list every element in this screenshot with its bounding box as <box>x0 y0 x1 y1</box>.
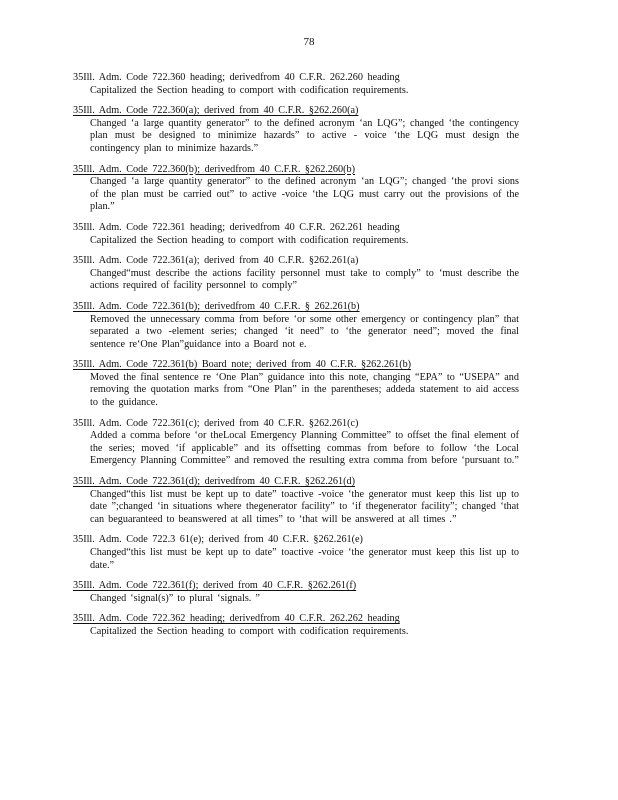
entry <box>73 301 519 351</box>
entry-heading: 35Ill. Adm. Code 722.361(b) Board note; derived from 40 C.F.R. §262.261(b) <box>73 359 412 371</box>
entry-body: Changed“this list must be kept up to date” toactive -voice ‘the generator must keep this list up to date.” <box>90 547 519 571</box>
entry <box>73 534 519 572</box>
entry <box>73 72 519 97</box>
entry <box>73 476 519 526</box>
entry-body: Changed ‘a large quantity generator” to the defined acronym ‘an LQG”; changed ‘the provi sions of the plan must be carried out” to active -voice ‘the LQG must carry out the provisions of the plan.” <box>90 176 519 213</box>
entry-body: Changed“this list must be kept up to date” toactive -voice ‘the generator must keep this list up to date ”;changed ‘in situations where thegenerator facility” to ‘if thegenerator facility”; changed ‘that can beguaranteed to beanswered at all times” to ‘that will be answered at all times .” <box>90 488 519 525</box>
page-number: 78 <box>303 36 315 48</box>
entry-heading: 35Ill. Adm. Code 722.361 heading; derivedfrom 40 C.F.R. 262.261 heading <box>73 221 400 233</box>
entry-heading: 35Ill. Adm. Code 722.361(c); derived from 40 C.F.R. §262.261(c) <box>73 417 359 429</box>
entry-body: Capitalized the Section heading to comport with codification requirements. <box>90 84 409 96</box>
entry-heading: 35Ill. Adm. Code 722.360(b); derivedfrom 40 C.F.R. §262.260(b) <box>73 163 355 175</box>
entry <box>73 105 519 155</box>
entry-heading: 35Ill. Adm. Code 722.360(a); derived from 40 C.F.R. §262.260(a) <box>73 105 359 117</box>
entry-body: Capitalized the Section heading to comport with codification requirements. <box>90 625 409 637</box>
entry-heading: 35Ill. Adm. Code 722.360 heading; derivedfrom 40 C.F.R. 262.260 heading <box>73 72 400 83</box>
entry-body: Removed the unnecessary comma from before ‘or some other emergency or contingency plan” that separated a two -element series; changed ‘it need” to ‘the generator need”; moved the final sentence re‘One Plan”guidance into a Board not e. <box>90 313 519 350</box>
entry-body: Changed ‘a large quantity generator” to the defined acronym ‘an LQG”; changed ‘the contingency plan must be designed to minimize hazards” to active - voice ‘the LQG must design the contingency plan to minimize hazards.” <box>90 117 519 154</box>
entry-heading: 35Ill. Adm. Code 722.362 heading; derivedfrom 40 C.F.R. 262.262 heading <box>73 613 400 625</box>
entry-heading: 35Ill. Adm. Code 722.361(b); derivedfrom 40 C.F.R. § 262.261(b) <box>73 300 360 312</box>
entry <box>73 222 519 247</box>
entry <box>73 255 519 293</box>
entry <box>73 359 519 409</box>
entry <box>73 418 519 468</box>
entry <box>73 613 519 638</box>
entry-heading: 35Ill. Adm. Code 722.361(d); derivedfrom 40 C.F.R. §262.261(d) <box>73 476 355 488</box>
entry-body: Capitalized the Section heading to comport with codification requirements. <box>90 234 409 246</box>
entry-heading: 35Ill. Adm. Code 722.361(f); derived from 40 C.F.R. §262.261(f) <box>73 580 357 592</box>
entries-list <box>73 72 519 647</box>
entry <box>73 164 519 214</box>
entry-heading: 35Ill. Adm. Code 722.3 61(e); derived from 40 C.F.R. §262.261(e) <box>73 534 363 546</box>
entry-heading: 35Ill. Adm. Code 722.361(a); derived from 40 C.F.R. §262.261(a) <box>73 255 359 267</box>
entry-body: Added a comma before ‘or theLocal Emergency Planning Committee” to offset the final element of the series; moved ‘if applicable” and its offsetting commas from before to follow ‘the Local Emergency Planning Committee” and removed the resulting extra comma from before ‘pursuant to.” <box>90 430 519 467</box>
entry-body: Changed ‘signal(s)” to plural ‘signals. ” <box>90 592 260 604</box>
entry-body: Changed“must describe the actions facility personnel must take to comply” to ‘must describe the actions required of facility personnel to comply” <box>90 267 519 292</box>
entry <box>73 580 519 605</box>
entry-body: Moved the final sentence re ‘One Plan” guidance into this note, changing “EPA” to “USEPA” and removing the quotation marks from “One Plan” in the parentheses; addeda statement to aid access to the guidance. <box>90 371 519 409</box>
